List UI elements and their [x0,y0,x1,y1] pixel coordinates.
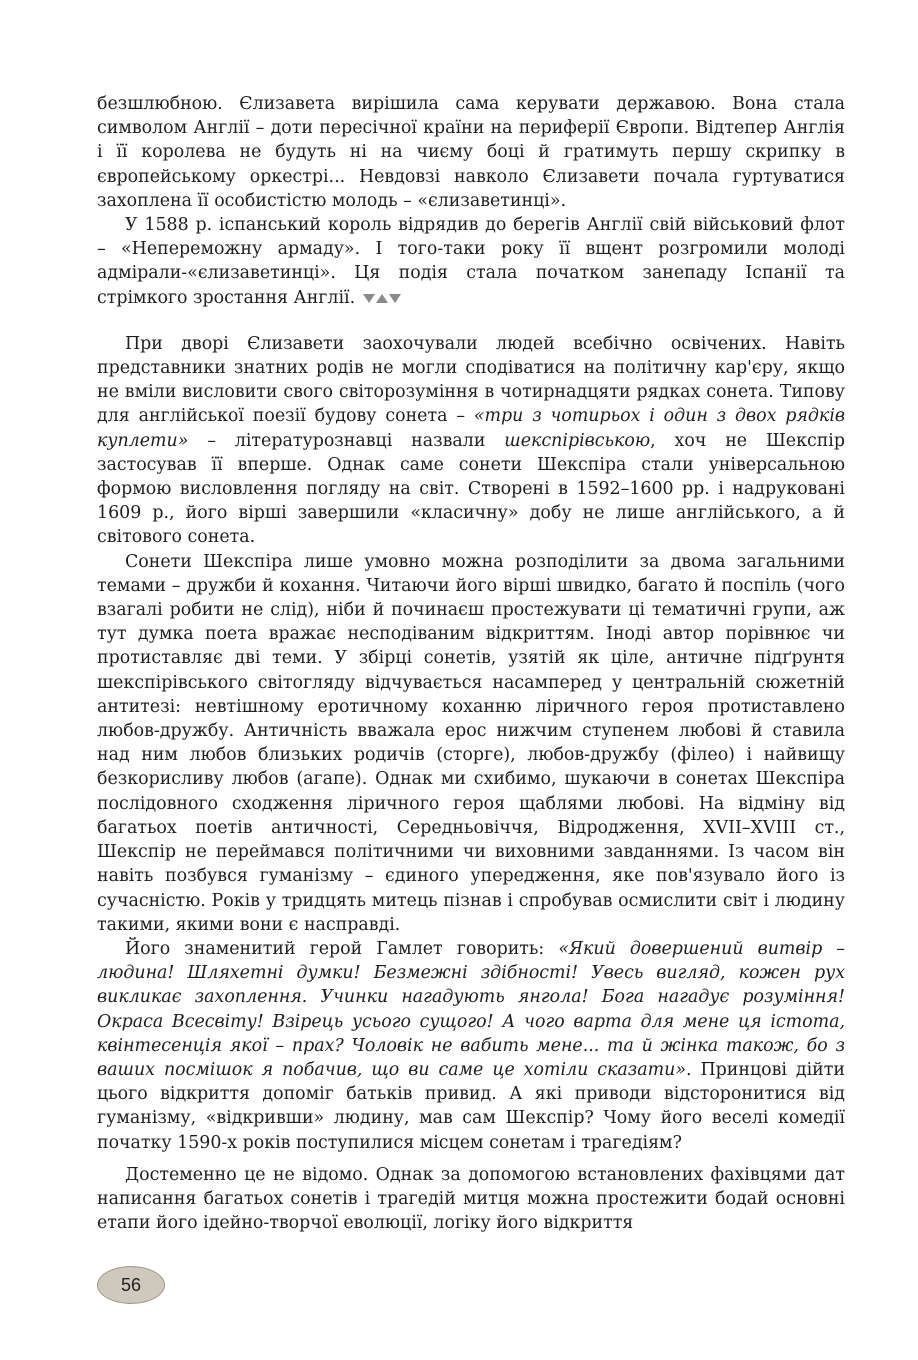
paragraph-1 [97,92,845,213]
paragraph-6 [97,1163,845,1236]
paragraph-2-text: У 1588 р. іспанський король відрядив до берегів Англії свій військовий флот – «Непереможну армаду». І того-таки року її вщент розгромили молоді адмірали-«єлизаветинці». Ця подія стала початком занепаду Іспанії та стрімкого зростання Англії. [97,215,845,308]
page-number: 56 [120,1274,142,1295]
shakespearean-term: шекспірівською [504,430,651,451]
paragraph-4 [97,550,845,937]
section-end-triangles-icon [363,294,401,303]
page-number-badge [97,1266,165,1304]
paragraph-3-text-e: , хоч не Шекспір застосував її вперше. Однак саме сонети Шекспіра стали універсальною формою висловлення погляду на світ. Створені в 1592–1600 рр. і надруковані 1609 р., його вірші завершили «класичну» добу не лише англійського, а й світового сонета. [97,430,845,548]
paragraph-6-text: Достеменно це не відомо. Однак за допомогою встановлених фахівцями дат написання багатьох сонетів і трагедій митця можна простежити бодай основні етапи його ідейно-творчої еволюції, логіку його відкриття [97,1164,845,1234]
paragraph-3-text-c: – літературознавці назвали [188,430,505,451]
paragraph-5-text-c: . Принцові дійти цього відкриття допоміг батьків привид. А які приводи відсторонитися від гуманізму, «відкривши» людину, мав сам Шекспір? Чому його веселі комедії початку 1590-х років поступилися місцем сонетам і трагедіям? [97,1059,845,1153]
paragraph-1-text: безшлюбною. Єлизавета вирішила сама керувати державою. Вона стала символом Англії – доти пересічної країни на периферії Європи. Відтепер Англія і її королева не будуть ні на чиєму боці й гратимуть першу скрипку в європейському оркестрі... Невдовзі навколо Єлизавети почала гуртуватися захоплена її особистістю молодь – «єлизаветинці». [97,94,845,211]
paragraph-3-text-a: При дворі Єлизавети заохочували людей всебічно освічених. Навіть представники знатних родів не могли сподіватися на політичну кар'єру, якщо не вміли висловити свого світорозуміння в чотирнадцяти рядках сонета. Типову для англійської поезії будову сонета – [97,333,845,427]
paragraph-3 [97,332,845,550]
paragraph-5 [97,937,845,1155]
sonnet-structure-quote: «три з чотирьох і один з двох рядків куплети» [97,406,846,451]
paragraph-4-text: Сонети Шекспіра лише умовно можна розподілити за двома загальними темами – дружби й кохання. Читаючи його вірші швидко, багато й поспіль (чого взагалі робити не слід), ніби й починаєш простежувати ці тематичні групи, аж тут думка поета вражає несподіваним відкриттям. Іноді автор порівнює чи протиставляє дві теми. У збірці сонетів, узятій як ціле, античне підґрунтя шекспірівського світогляду відчувається насамперед у центральній сюжетній антитезі: невтішному еротичному коханню ліричного героя протиставлено любов-дружбу. Античність вважала ерос нижчим ступенем любові й ставила над ним любов близьких родичів (сторге), любов-дружбу (філео) і найвищу безкорисливу любов (агапе). Однак ми схибимо, шукаючи в сонетах Шекспіра послідовного сходження ліричного героя щаблями любові. На відміну від багатьох поетів античності, Середньовіччя, Відродження, XVII–XVIII ст., Шекспір не переймався політичними чи виховними завданнями. Із часом він навіть позбувся гуманізму – єдиного упередження, яке пов'язувало його із сучасністю. Років у тридцять митець пізнав і спробував осмислити світ і людину такими, якими вони є насправді. [97,551,845,935]
paragraph-2 [97,213,845,310]
paragraph-5-text-a: Його знаменитий герой Гамлет говорить: [125,938,559,959]
page-body [97,92,845,1235]
hamlet-quote: «Який довершений витвір – людина! Шляхетні думки! Безмежні здібності! Увесь вигляд, кожен рух викликає захоплення. Учинки нагадують янгола! Бога нагадує розуміння! Окраса Всесвіту! Взірець усього сущого! А чого варта для мене ця істота, квінтесенція якої – прах? Чоловік не вабить мене... та й жінка також, бо з ваших посмішок я побачив, що ви саме це хотіли сказати» [97,938,845,1080]
